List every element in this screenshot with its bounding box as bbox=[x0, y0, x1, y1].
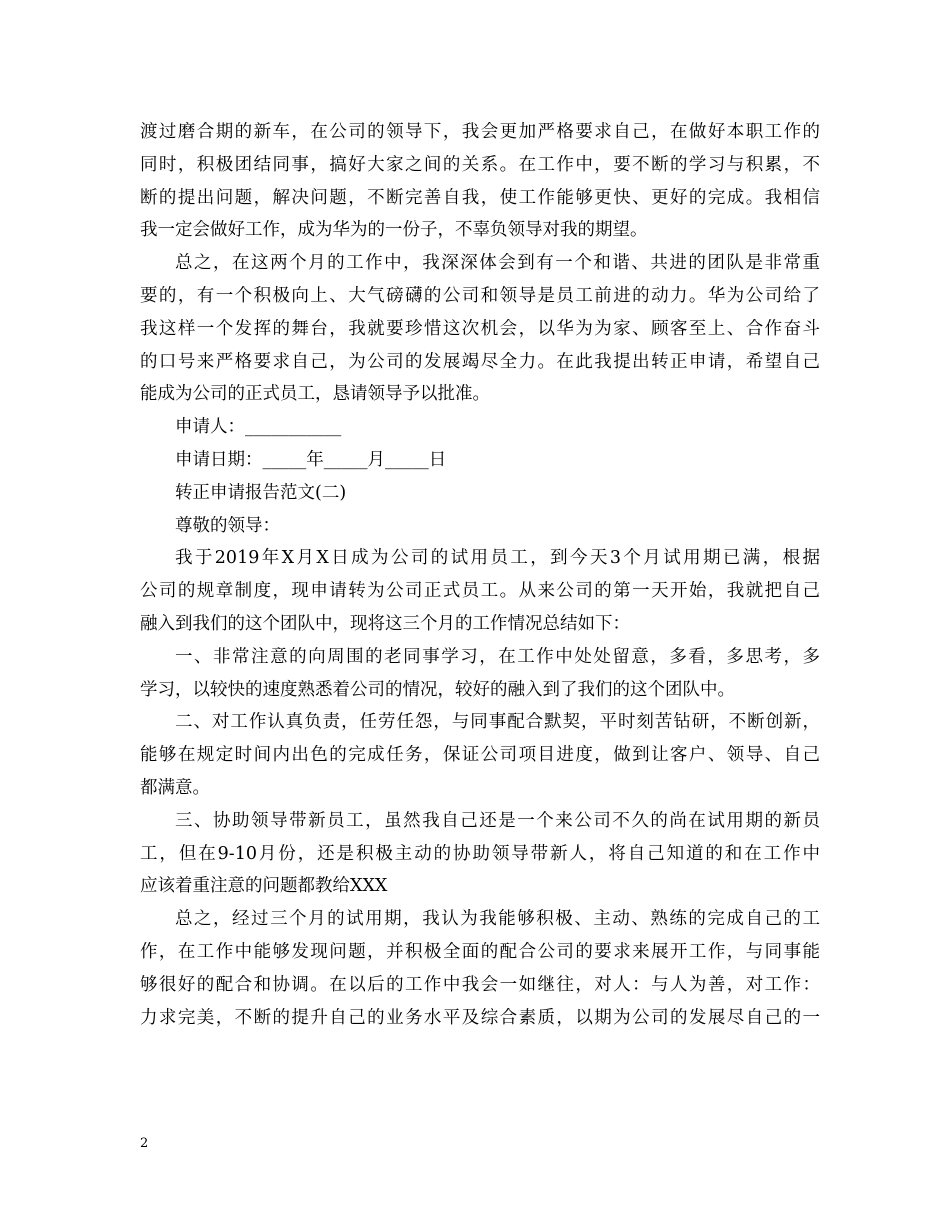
applicant-line: 申请人：___________ bbox=[175, 417, 342, 438]
text-line: 公司的规章制度，现申请转为公司正式员工。从来公司的第一天开始，我就把自己 bbox=[140, 581, 820, 602]
text-line: 一、非常注意的向周围的老同事学习，在工作中处处留意，多看，多思考，多 bbox=[175, 646, 820, 667]
text-line: 我一定会做好工作，成为华为的一份子，不辜负领导对我的期望。 bbox=[140, 220, 648, 241]
text-line: 渡过磨合期的新车，在公司的领导下，我会更加严格要求自己，在做好本职工作的 bbox=[140, 122, 820, 142]
text-line: 应该着重注意的问题都教给XXX bbox=[140, 876, 388, 897]
section-title: 转正申请报告范文(二) bbox=[175, 482, 347, 503]
text-line: 的口号来严格要求自己，为公司的发展竭尽全力。在此我提出转正申请，希望自己 bbox=[140, 351, 820, 372]
text-line: 三、协助领导带新员工，虽然我自己还是一个来公司不久的尚在试用期的新员 bbox=[175, 810, 820, 831]
application-date-line: 申请日期：_____年_____月_____日 bbox=[175, 449, 447, 470]
text-line: 能够在规定时间内出色的完成任务，保证公司项目进度，做到让客户、领导、自己 bbox=[140, 745, 820, 766]
text-line: 能成为公司的正式员工，恳请领导予以批准。 bbox=[140, 384, 490, 405]
text-line: 都满意。 bbox=[140, 777, 210, 798]
text-line: 我于2019年X月X日成为公司的试用员工，到今天3个月试用期已满，根据 bbox=[175, 548, 820, 569]
text-line: 够很好的配合和协调。在以后的工作中我会一如继往，对人：与人为善，对工作： bbox=[140, 974, 820, 995]
salutation: 尊敬的领导： bbox=[175, 515, 280, 536]
text-line: 同时，积极团结同事，搞好大家之间的关系。在工作中，要不断的学习与积累，不 bbox=[140, 154, 820, 175]
text-line: 作，在工作中能够发现问题，并积极全面的配合公司的要求来展开工作，与同事能 bbox=[140, 941, 820, 962]
text-line: 二、对工作认真负责，任劳任怨，与同事配合默契，平时刻苦钻研，不断创新， bbox=[175, 712, 820, 733]
document-body bbox=[140, 116, 820, 1034]
text-line: 断的提出问题，解决问题，不断完善自我，使工作能够更快、更好的完成。我相信 bbox=[140, 187, 820, 208]
text-line: 融入到我们的这个团队中，现将这三个月的工作情况总结如下： bbox=[140, 613, 630, 634]
text-line: 我这样一个发挥的舞台，我就要珍惜这次机会，以华为为家、顾客至上、合作奋斗 bbox=[140, 318, 820, 339]
text-line: 力求完美，不断的提升自己的业务水平及综合素质，以期为公司的发展尽自己的一 bbox=[140, 1007, 820, 1028]
text-line: 总之，经过三个月的试用期，我认为我能够积极、主动、熟练的完成自己的工 bbox=[175, 909, 820, 930]
text-line: 要的，有一个积极向上、大气磅礴的公司和领导是员工前进的动力。华为公司给了 bbox=[140, 285, 820, 306]
text-line: 学习，以较快的速度熟悉着公司的情况，较好的融入到了我们的这个团队中。 bbox=[140, 679, 735, 700]
text-line: 总之，在这两个月的工作中，我深深体会到有一个和谐、共进的团队是非常重 bbox=[175, 253, 820, 274]
page-number: 2 bbox=[140, 1136, 149, 1151]
text-line: 工，但在9-10月份，还是积极主动的协助领导带新人，将自己知道的和在工作中 bbox=[140, 843, 820, 864]
